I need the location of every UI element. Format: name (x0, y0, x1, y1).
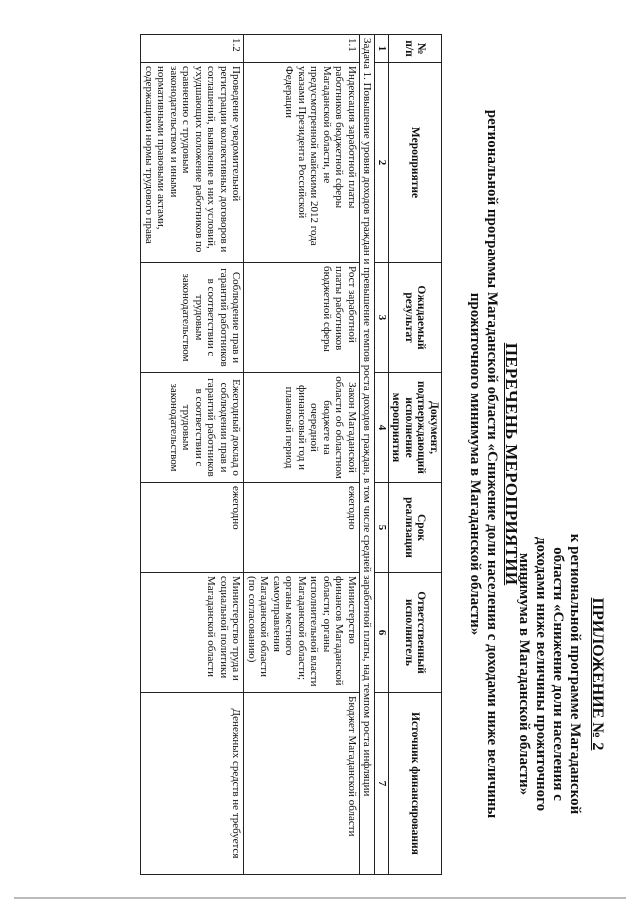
document-title: ПЕРЕЧЕНЬ МЕРОПРИЯТИЙ (502, 342, 521, 586)
column-number: 5 (375, 483, 389, 573)
column-number: 4 (375, 373, 389, 483)
header-cell: Ответственный исполнитель (389, 573, 442, 693)
header-cell: Источник финансирования (389, 693, 442, 875)
table-header-row (389, 35, 442, 875)
term-cell: ежегодно (244, 483, 360, 573)
measure-cell: Проведение уведомительной регистрации коллективных договоров и соглашений, выявление в них условий, ухудшающих положение работников по сравнению с трудовым законодательством и иными нормативными правовыми актами, содержащими нормы трудового права (141, 63, 244, 263)
appendix-line: к региональной программе Магаданской (567, 533, 583, 815)
header-cell: № п/п (389, 35, 442, 63)
header-cell: Мероприятие (389, 63, 442, 263)
source-cell: Денежных средств не требуется (141, 693, 244, 875)
column-number: 6 (375, 573, 389, 693)
page-bottom-edge (14, 897, 626, 899)
column-number: 3 (375, 263, 389, 373)
result-cell: Рост заработной платы работников бюджетной сферы (244, 263, 360, 373)
task-row (360, 35, 376, 875)
source-cell: Бюджет Магаданской области (244, 693, 360, 875)
header-cell: Срок реализации (389, 483, 442, 573)
column-number: 7 (375, 693, 389, 875)
document-subtitle-line: региональной программы Магаданской области «Снижение доли населения с доходами ниже величины (484, 109, 500, 819)
task-title: Задача 1. Повышение уровня доходов граждан и превышение темпов роста доходов граждан, в том числе средней заработной платы, над темпом роста инфляции (360, 35, 376, 875)
rotated-document-content (20, 24, 620, 884)
column-number: 2 (375, 63, 389, 263)
header-cell: Ожидаемый результат (389, 263, 442, 373)
header-cell: Документ, подтверждающий исполнение мероприятия (389, 373, 442, 483)
document-heading (466, 84, 520, 844)
column-number: 1 (375, 35, 389, 63)
appendix-line: минимума в Магаданской области» (516, 552, 532, 796)
executor-cell: Министерство финансов Магаданской области; органы исполнительной власти Магаданской области; органы местного самоуправления Магаданской области (по согласованию) (244, 573, 360, 693)
table-row (141, 35, 244, 875)
appendix-line: области «Снижение доли населения с (550, 547, 566, 801)
table-row (244, 35, 360, 875)
appendix-line: доходами ниже величины прожиточного (533, 536, 549, 812)
appendix-title: ПРИЛОЖЕНИЕ № 2 (589, 597, 606, 751)
measures-table (141, 34, 443, 875)
row-number: 1.1 (244, 35, 360, 63)
document-cell: Закон Магаданской области об областном бюджете на очередной финансовый год и плановый период (244, 373, 360, 483)
measure-cell: Индексация заработной платы работников бюджетной сферы Магаданской области, не предусмотренной майскими 2012 года указами Президента Российской Федерации (244, 63, 360, 263)
document-cell: Ежегодный доклад о соблюдении прав и гарантий работников в соответствии с трудовым законодательством (141, 373, 244, 483)
appendix-block (515, 494, 606, 854)
executor-cell: Министерство труда и социальной политики Магаданской области (141, 573, 244, 693)
column-number-row (375, 35, 389, 875)
row-number: 1.2 (141, 35, 244, 63)
result-cell: Соблюдение прав и гарантий работников в соответствии с трудовым законодательством (141, 263, 244, 373)
document-subtitle-line: прожиточного минимума в Магаданской области» (467, 292, 483, 636)
term-cell: ежегодно (141, 483, 244, 573)
